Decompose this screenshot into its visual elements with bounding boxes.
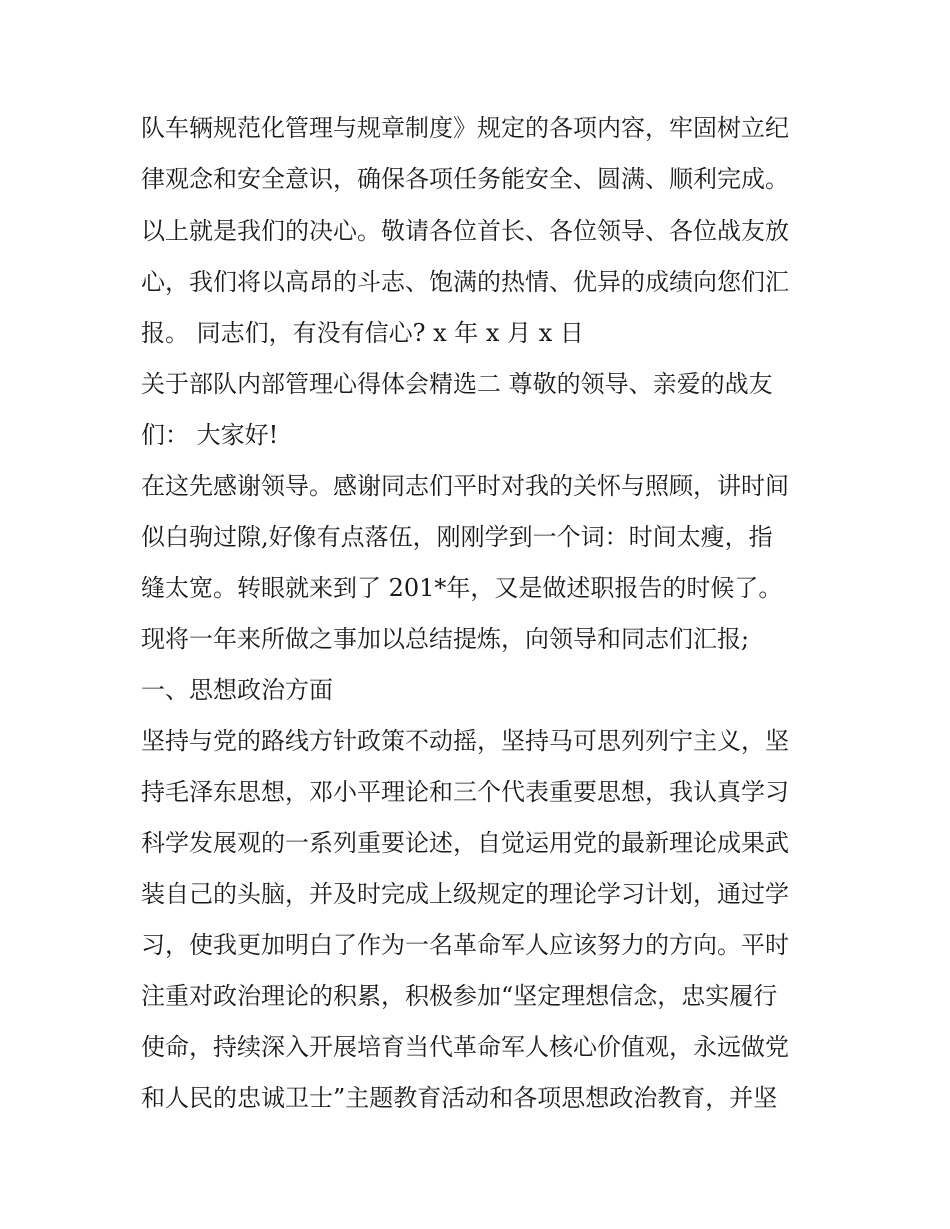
text-line: 心，我们将以高昂的斗志、饱满的热情、优异的成绩向您们汇 <box>141 268 789 296</box>
greeting-line: 们： 大家好! <box>141 421 279 449</box>
text-line: 在这先感谢领导。感谢同志们平时对我的关怀与照顾，讲时间 <box>141 472 789 500</box>
text-line: 注重对政治理论的积累，积极参加“坚定理想信念，忠实履行 <box>141 982 778 1010</box>
text-line: 坚持与党的路线方针政策不动摇，坚持马可思列列宁主义，坚 <box>141 727 789 755</box>
text-line: 似白驹过隙,好像有点落伍，刚刚学到一个词：时间太瘦，指 <box>141 523 773 551</box>
subsection-heading: 一、思想政治方面 <box>141 676 333 704</box>
text-line: 缝太宽。转眼就来到了 201*年，又是做述职报告的时候了。 <box>141 574 783 602</box>
text-line: 装自己的头脑，并及时完成上级规定的理论学习计划，通过学 <box>141 880 789 908</box>
text-line: 报。 同志们，有没有信心? x 年 x 月 x 日 <box>141 319 584 347</box>
text-line: 现将一年来所做之事加以总结提炼，向领导和同志们汇报; <box>141 625 750 653</box>
text-line: 使命，持续深入开展培育当代革命军人核心价值观，永远做党 <box>141 1033 789 1061</box>
text-line: 持毛泽东思想，邓小平理论和三个代表重要思想，我认真学习 <box>141 778 789 806</box>
text-line: 律观念和安全意识，确保各项任务能安全、圆满、顺利完成。 <box>141 165 789 193</box>
text-line: 习，使我更加明白了作为一名革命军人应该努力的方向。平时 <box>141 931 789 959</box>
text-line: 科学发展观的一系列重要论述，自觉运用党的最新理论成果武 <box>141 829 789 857</box>
text-line: 以上就是我们的决心。敬请各位首长、各位领导、各位战友放 <box>141 217 789 245</box>
text-line: 队车辆规范化管理与规章制度》规定的各项内容，牢固树立纪 <box>141 114 789 142</box>
text-line: 和人民的忠诚卫士”主题教育活动和各项思想政治教育，并坚 <box>141 1084 778 1112</box>
section-heading: 关于部队内部管理心得体会精选二 尊敬的领导、亲爱的战友 <box>141 370 773 398</box>
